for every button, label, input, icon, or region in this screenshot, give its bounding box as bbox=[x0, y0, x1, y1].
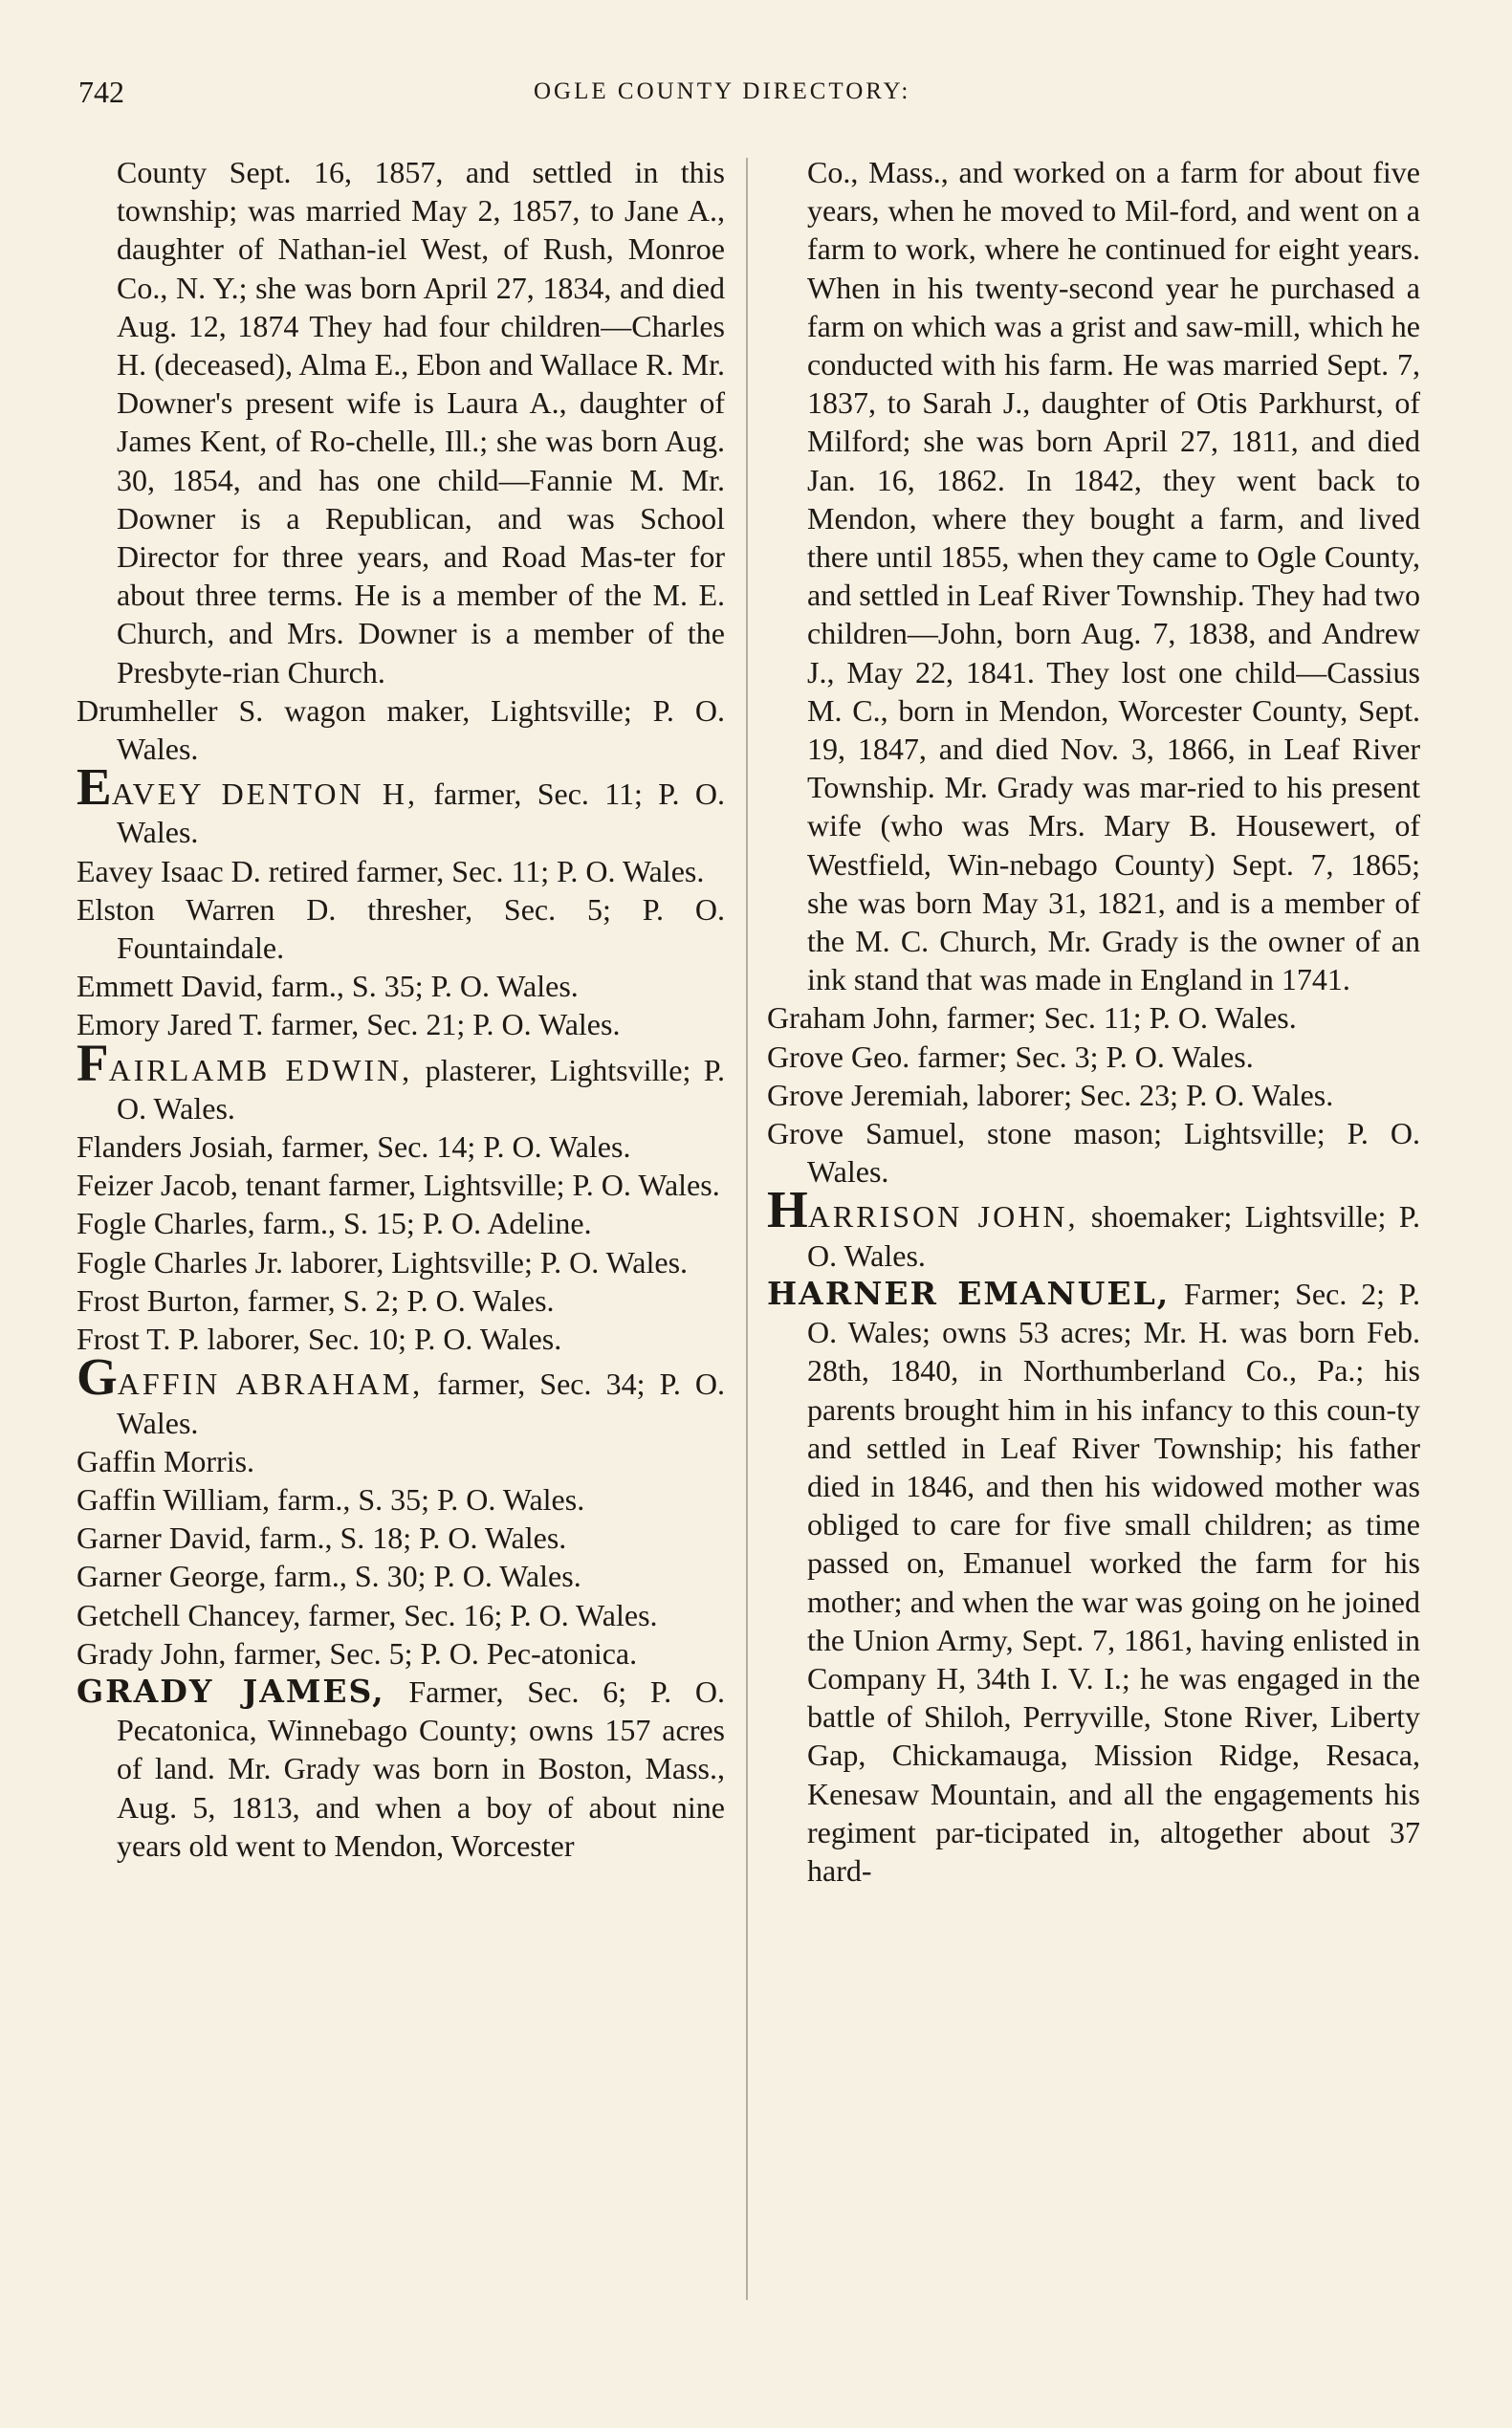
entry-details: plasterer, Lightsville; P. O. Wales. bbox=[117, 1052, 726, 1126]
directory-entry: Grove Samuel, stone mason; Lightsville; P. O. Wales. bbox=[767, 1116, 1420, 1190]
entry-name: HARNER EMANUEL, bbox=[767, 1274, 1171, 1312]
directory-entry: Drumheller S. wagon maker, Lightsville; P. O. Wales. bbox=[77, 692, 725, 767]
directory-entry: Eavey Isaac D. retired farmer, Sec. 11; P. O. Wales. bbox=[77, 853, 705, 888]
page-number: 742 bbox=[78, 75, 124, 109]
page-header bbox=[0, 67, 1512, 115]
entry-name: ARRISON JOHN, bbox=[807, 1199, 1079, 1235]
entry-details: Farmer; Sec. 2; P. O. Wales; owns 53 acres; Mr. H. was born Feb. 28th, 1840, in Northumberland Co., Pa.; his parents brought him in his infancy to this coun-ty and settled in Leaf River Township; his father died in 1846, and then his widowed mother was obliged to care for five small children; as time passed on, Emanuel worked the farm for his mother; and when the war was going on he joined the Union Army, Sept. 7, 1861, having enlisted in Company H, 34th I. V. I.; he was engaged in the battle of Shiloh, Perryville, Stone River, Liberty Gap, Chickamauga, Mission Ridge, Resaca, Kenesaw Mountain, and all the engagements his regiment par-ticipated in, altogether about 37 hard- bbox=[807, 1276, 1420, 1888]
right-column bbox=[767, 153, 1420, 1890]
directory-entry-headline bbox=[77, 1033, 726, 1127]
directory-entry: Frost Burton, farmer, S. 2; P. O. Wales. bbox=[77, 1282, 555, 1318]
directory-entry: Gaffin William, farm., S. 35; P. O. Wales. bbox=[77, 1481, 585, 1517]
directory-entry: Grove Jeremiah, laborer; Sec. 23; P. O. Wales. bbox=[767, 1077, 1334, 1112]
directory-entry: Feizer Jacob, tenant farmer, Lightsville; P. O. Wales. bbox=[77, 1168, 720, 1203]
column-divider bbox=[746, 158, 748, 2300]
entry-continuation: County Sept. 16, 1857, and settled in this township; was married May 2, 1857, to Jane A., daughter of Nathan-iel West, of Rush, Monroe Co., N. Y.; she was born April 27, 1834, and died Aug. 12, 1874 They had four children—Charles H. (deceased), Alma E., Ebon and Wallace R. Mr. Downer's present wife is Laura A., daughter of James Kent, of Ro-chelle, Ill.; she was born Aug. 30, 1854, and has one child—Fannie M. Mr. Downer is a Republican, and was School Director for three years, and Road Mas-ter for about three terms. He is a member of the M. E. Church, and Mrs. Downer is a member of the Presbyte-rian Church. bbox=[117, 155, 725, 689]
entry-details: Farmer, Sec. 6; P. O. Pecatonica, Winnebago County; owns 157 acres of land. Mr. Grady was born in Boston, Mass., Aug. 5, 1813, and when a boy of about nine years old went to Mendon, Worcester bbox=[117, 1673, 725, 1863]
directory-entry: Emmett David, farm., S. 35; P. O. Wales. bbox=[77, 969, 579, 1004]
drop-initial: H bbox=[767, 1180, 808, 1239]
directory-entry: Flanders Josiah, farmer, Sec. 14; P. O. Wales. bbox=[77, 1129, 631, 1165]
directory-entry: Garner David, farm., S. 18; P. O. Wales. bbox=[77, 1520, 567, 1556]
drop-initial: G bbox=[77, 1347, 118, 1407]
drop-initial: F bbox=[77, 1033, 109, 1092]
directory-entry: Grove Geo. farmer; Sec. 3; P. O. Wales. bbox=[767, 1039, 1254, 1074]
directory-entry: Emory Jared T. farmer, Sec. 21; P. O. Wales. bbox=[77, 1007, 621, 1042]
directory-entry: Graham John, farmer; Sec. 11; P. O. Wales. bbox=[767, 1000, 1297, 1036]
directory-entry: Getchell Chancey, farmer, Sec. 16; P. O. Wales. bbox=[77, 1597, 658, 1632]
directory-entry: Elston Warren D. thresher, Sec. 5; P. O. Fountaindale. bbox=[77, 891, 725, 966]
entry-details: farmer, Sec. 34; P. O. Wales. bbox=[117, 1367, 726, 1440]
entry-name: AIRLAMB EDWIN, bbox=[108, 1052, 413, 1087]
directory-entry: Fogle Charles Jr. laborer, Lightsville; P. O. Wales. bbox=[77, 1244, 689, 1280]
directory-entry: Frost T. P. laborer, Sec. 10; P. O. Wales. bbox=[77, 1322, 562, 1357]
directory-entry-headline bbox=[77, 757, 726, 851]
directory-entry-biography bbox=[77, 1673, 725, 1865]
directory-entry: Gaffin Morris. bbox=[77, 1443, 255, 1478]
entry-continuation: Co., Mass., and worked on a farm for about five years, when he moved to Mil-ford, and went on a farm to work, where he continued for eight years. When in his twenty-second year he purchased a farm on which was a grist and saw-mill, which he conducted with his farm. He was married Sept. 7, 1837, to Sarah J., daughter of Otis Parkhurst, of Milford; she was born April 27, 1811, and died Jan. 16, 1862. In 1842, they went back to Mendon, where they bought a farm, and lived there until 1855, when they came to Ogle County, and settled in Leaf River Township. They had two children—John, born Aug. 7, 1838, and Andrew J., May 22, 1841. They lost one child—Cassius M. C., born in Mendon, Worcester County, Sept. 19, 1847, and died Nov. 3, 1866, in Leaf River Township. Mr. Grady was mar-ried to his present wife (who was Mrs. Mary B. Housewert, of Westfield, Win-nebago County) Sept. 7, 1865; she was born May 31, 1821, and is a member of the M. C. Church, Mr. Grady is the owner of an ink stand that was made in England in 1741. bbox=[807, 155, 1420, 997]
entry-details: shoemaker; Lightsville; P. O. Wales. bbox=[807, 1199, 1421, 1273]
directory-entry: Garner George, farm., S. 30; P. O. Wales. bbox=[77, 1559, 581, 1594]
directory-entry-biography bbox=[767, 1275, 1420, 1890]
left-column bbox=[77, 153, 725, 1865]
entry-details: farmer, Sec. 11; P. O. Wales. bbox=[117, 777, 726, 850]
entry-name: AVEY DENTON H, bbox=[111, 777, 419, 812]
drop-initial: E bbox=[77, 757, 112, 817]
directory-entry-headline bbox=[77, 1347, 726, 1441]
directory-entry: Grady John, farmer, Sec. 5; P. O. Pec-atonica. bbox=[77, 1635, 638, 1671]
entry-name: AFFIN ABRAHAM, bbox=[117, 1367, 424, 1402]
directory-entry: Fogle Charles, farm., S. 15; P. O. Adeline. bbox=[77, 1206, 592, 1241]
directory-entry-headline bbox=[767, 1180, 1421, 1274]
entry-name: GRADY JAMES, bbox=[77, 1672, 385, 1710]
running-title: OGLE COUNTY DIRECTORY: bbox=[534, 78, 911, 104]
